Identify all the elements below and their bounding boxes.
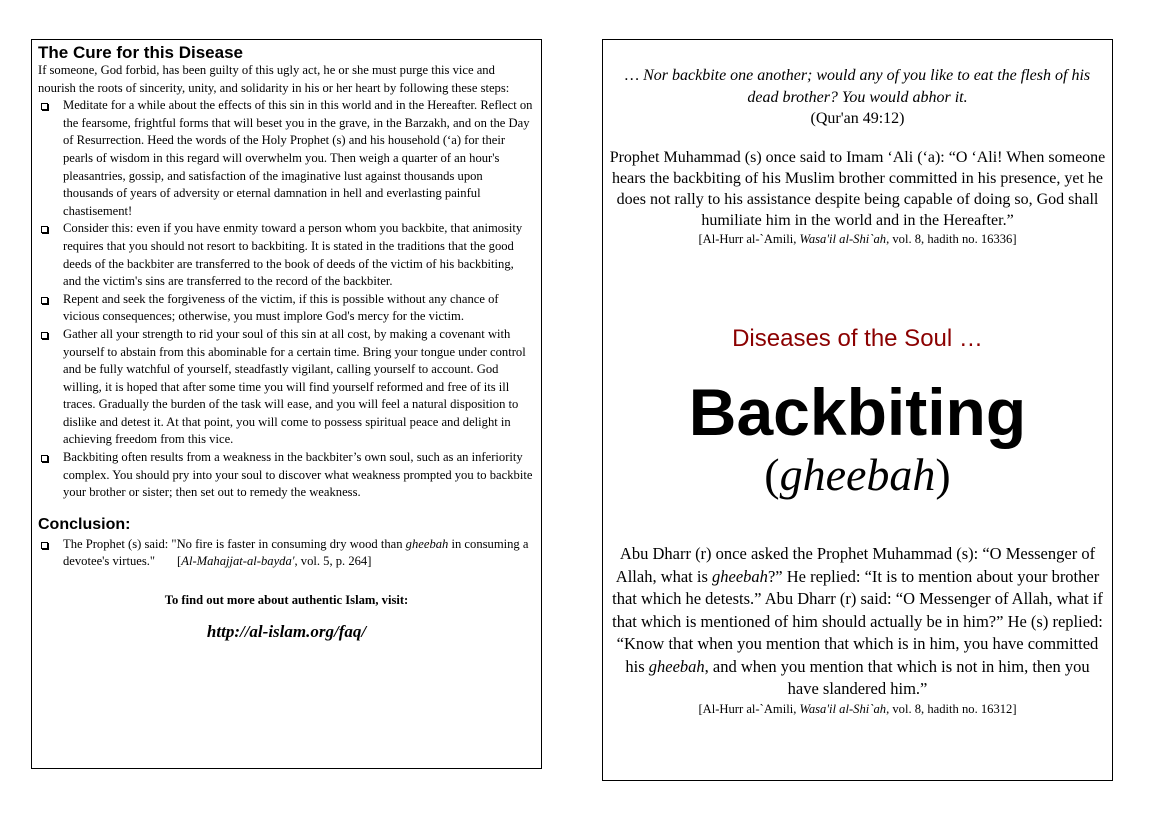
- find-out-more: To find out more about authentic Islam, visit:: [164, 593, 409, 608]
- paren-close: ): [935, 449, 951, 500]
- cure-step: [38, 220, 535, 290]
- checkbox-bullet-icon: [41, 103, 48, 110]
- hadith-text: ?” He replied: “It is to mention about your brother that which he detests.” Abu Dharr (r) said: “O Messenger of Allah, what if that which is mentioned of him should actually be in him?” He (s) replied: “Know that when you mention that which is in him, you have committed his: [612, 566, 1103, 676]
- hadith-ali-reference: [609, 231, 1106, 247]
- cure-step-text: Backbiting often results from a weakness in the backbiter’s own soul, such as an inferiority complex. You should pry into your soul to discover what weakness prompted you to backbite your brother or sister; then set out to remedy the weakness.: [63, 450, 533, 500]
- citation-bracket: [: [177, 554, 182, 569]
- cure-step: [38, 97, 535, 220]
- ref-source: Wasa'il al-Shi`ah: [799, 701, 887, 716]
- conclusion-text-italic: gheebah: [405, 536, 449, 551]
- page-title: Backbiting: [688, 375, 1027, 449]
- checkbox-bullet-icon: [41, 297, 48, 304]
- ref-pre: [Al-Hurr al-`Amili,: [698, 701, 800, 716]
- hadith-italic-term: gheebah: [648, 656, 705, 676]
- citation-source: Al-Mahajjat-al-bayda': [181, 554, 295, 569]
- conclusion-text-pre: The Prophet (s) said: "No fire is faster in consuming dry wood than: [63, 536, 406, 551]
- series-subtitle: Diseases of the Soul …: [732, 325, 983, 352]
- cure-step-text: Gather all your strength to rid your soul of this sin at all cost, by making a covenant with yourself to abstain from this abominable for a certain time. Bring your tongue under control and be fully watchful of yourself, steadfastly vigilant, calling yourself to account. God willing, it is hoped that after some time you will find yourself reformed and free of its ill traces. Gradually the burden of the task will ease, and you will feel a natural disposition to dislike and detest it. At that point, you will come to possess spiritual peace and delight in achieving freedom from this vice.: [63, 326, 526, 447]
- conclusion-heading: Conclusion:: [38, 515, 131, 533]
- ref-post: , vol. 8, hadith no. 16336]: [886, 232, 1017, 246]
- cure-step-text: Consider this: even if you have enmity toward a person whom you backbite, that animosity requires that you should not resort to backbiting. It is stated in the traditions that the good deeds of the backbiter are transferred to the book of deeds of the victim of his backbiting, and the victim's sins are transferred to the record of the backbiter.: [63, 221, 523, 289]
- cure-intro: If someone, God forbid, has been guilty of this ugly act, he or she must purge this vice and nourish the roots of sincerity, unity, and solidarity in his or her heart by following these steps:: [38, 63, 510, 95]
- cure-step: [38, 449, 535, 502]
- conclusion-list: [38, 536, 535, 571]
- cure-panel: [31, 39, 542, 769]
- checkbox-bullet-icon: [41, 332, 48, 339]
- cover-panel: [602, 39, 1113, 781]
- hadith-ali: Prophet Muhammad (s) once said to Imam ‘Ali (‘a): “O ‘Ali! When someone hears the backbiting of his Muslim brother committed in his presence, yet he does not rally to his assistance despite being capable of doing so, God shall humiliate him in the world and in the Hereafter.”: [609, 149, 1106, 229]
- checkbox-bullet-icon: [41, 455, 48, 462]
- checkbox-bullet-icon: [41, 542, 48, 549]
- cure-step: [38, 291, 535, 326]
- cure-heading: The Cure for this Disease: [38, 43, 244, 62]
- quran-reference: (Qur'an 49:12): [810, 110, 905, 127]
- checkbox-bullet-icon: [41, 226, 48, 233]
- ref-source: Wasa'il al-Shi`ah: [799, 232, 887, 246]
- hadith-text: Abu Dharr (r) once asked the Prophet Muhammad (s): “O Messenger of Allah, what is: [615, 544, 1096, 586]
- conclusion-text-post: in consuming a devotee's virtues.": [63, 536, 529, 569]
- cure-step: [38, 326, 535, 449]
- website-link[interactable]: http://al-islam.org/faq/: [206, 622, 367, 642]
- citation-rest: , vol. 5, p. 264]: [294, 554, 372, 569]
- title-transliteration: [609, 449, 1106, 501]
- title-transliteration-text: gheebah: [779, 449, 936, 500]
- conclusion-item: [38, 536, 535, 571]
- quran-verse: … Nor backbite one another; would any of you like to eat the flesh of his dead brother? You would abhor it.: [624, 67, 1091, 106]
- ref-pre: [Al-Hurr al-`Amili,: [698, 232, 800, 246]
- paren-open: (: [764, 449, 780, 500]
- ref-post: , vol. 8, hadith no. 16312]: [886, 701, 1017, 716]
- hadith-italic-term: gheebah: [712, 566, 768, 586]
- conclusion-citation: [155, 554, 371, 568]
- cure-steps-list: [38, 97, 535, 502]
- hadith-text: , and when you mention that which is not in him, then you have slandered him.”: [704, 656, 1090, 698]
- cure-step-text: Meditate for a while about the effects of this sin in this world and in the Hereafter. Reflect on the fearsome, frightful forms that will beset you in the grave, in the Barzakh, and on the Day of Resurrection. Heed the words of the Holy Prophet (s) and his household (‘a) for their pearls of wisdom in this regard will overwhelm you. Then weigh a quarter of an hour's pleasantries, gossip, and satisfaction of the imaginative lust against thousands upon thousands of years of adversity or eternal damnation in hell and everlasting painful chastisement!: [63, 98, 533, 218]
- hadith-abu-dharr: [609, 543, 1106, 701]
- cure-step-text: Repent and seek the forgiveness of the victim, if this is possible without any chance of vicious consequences; otherwise, you must implore God's mercy for the victim.: [63, 291, 499, 324]
- hadith-abu-dharr-reference: [609, 701, 1106, 717]
